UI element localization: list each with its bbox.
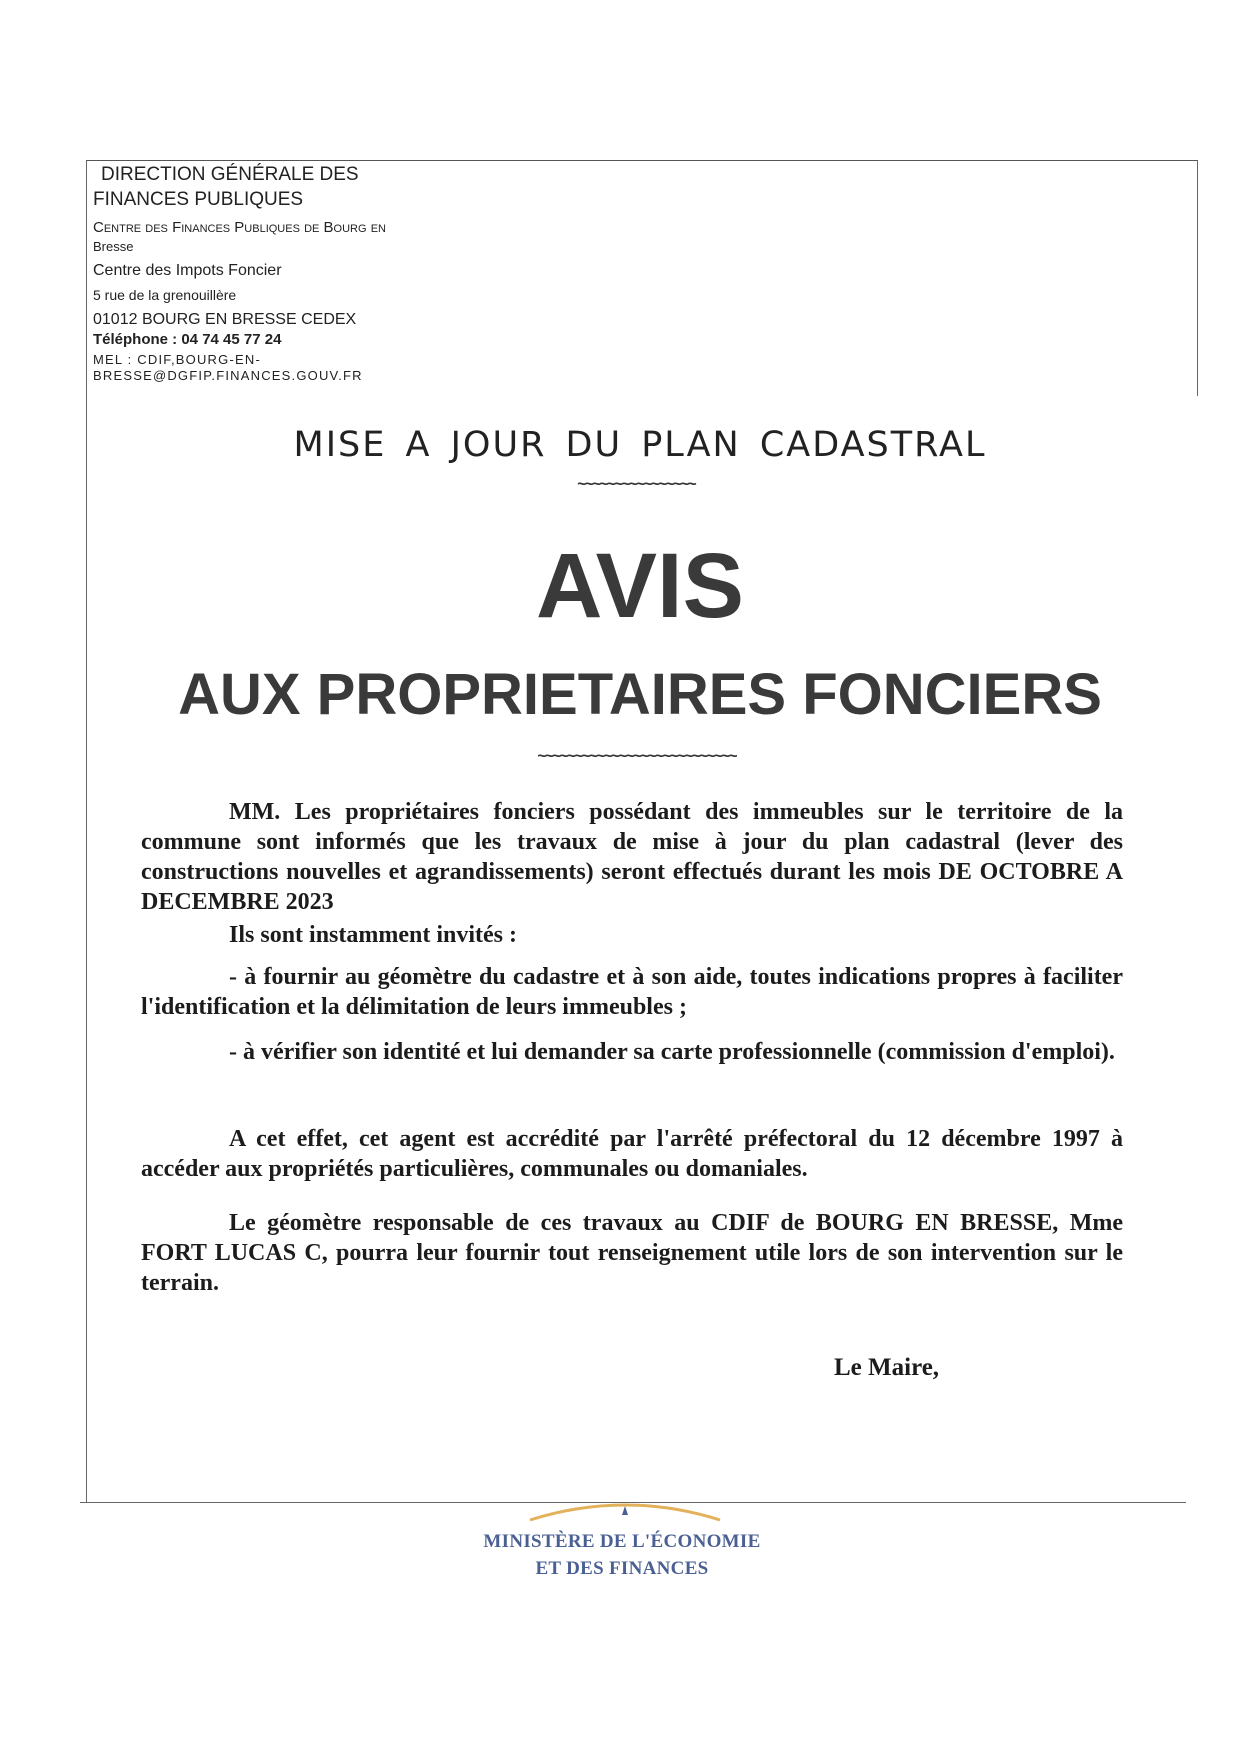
- paragraph-surveyor: Le géomètre responsable de ces travaux au CDIF de BOURG EN BRESSE, Mme FORT LUCAS C, pourra leur fournir tout renseignement utile lors de son intervention sur le terrain.: [141, 1210, 1123, 1296]
- email-line-1: MEL : CDIF,BOURG-EN-: [93, 352, 261, 367]
- separator-2: ~~~~~~~~~~~~~~~~~~~~~~~~~~~: [537, 748, 736, 765]
- page-title: AVIS: [536, 535, 744, 637]
- direction-line-1: DIRECTION GÉNÉRALE DES: [101, 164, 359, 185]
- paragraph-bullet-2: - à vérifier son identité et lui demander sa carte professionnelle (commission d'emploi).: [229, 1039, 1115, 1065]
- city-address: 01012 BOURG EN BRESSE CEDEX: [93, 311, 357, 328]
- frame-top-border: [86, 160, 1198, 161]
- paragraph-accreditation: A cet effet, cet agent est accrédité par l'arrêté préfectoral du 12 décembre 1997 à accéder aux propriétés particulières, communales ou domaniales.: [141, 1126, 1123, 1182]
- paragraph-intro: MM. Les propriétaires fonciers possédant des immeubles sur le territoire de la commune sont informés que les travaux de mise à jour du plan cadastral (lever des constructions nouvelles et agrandissements) seront effectués durant les mois DE OCTOBRE A DECEMBRE 2023: [141, 799, 1123, 915]
- center-line-2: Bresse: [93, 239, 134, 254]
- telephone: Téléphone : 04 74 45 77 24: [93, 331, 282, 348]
- direction-line-2: FINANCES PUBLIQUES: [93, 189, 304, 210]
- signature: Le Maire,: [834, 1354, 940, 1381]
- center-line-1: Centre des Finances Publiques de Bourg en: [93, 219, 386, 236]
- separator-1: ~~~~~~~~~~~~~~~~: [577, 476, 695, 493]
- paragraph-bullet-1: - à fournir au géomètre du cadastre et à son aide, toutes indications propres à faciliter l'identification et la délimitation de leurs immeubles ;: [141, 964, 1123, 1020]
- sender-header: [93, 162, 463, 384]
- ministry-name-line-2: ET DES FINANCES: [535, 1558, 709, 1579]
- frame-right-border: [1197, 160, 1198, 396]
- logo-marker-icon: [622, 1506, 628, 1515]
- street-address: 5 rue de la grenouillère: [93, 287, 237, 303]
- email-line-2: BRESSE@DGFIP.FINANCES.GOUV.FR: [93, 368, 363, 383]
- subtitle: MISE A JOUR DU PLAN CADASTRAL: [293, 425, 987, 465]
- ministry-name-line-1: MINISTÈRE DE L'ÉCONOMIE: [483, 1531, 761, 1552]
- cif-name: Centre des Impots Foncier: [93, 262, 282, 279]
- paragraph-invited: Ils sont instamment invités :: [229, 922, 518, 948]
- page-title-2: AUX PROPRIETAIRES FONCIERS: [178, 662, 1102, 727]
- frame-left-border: [86, 160, 87, 1503]
- ministry-logo-arc: [525, 1496, 725, 1532]
